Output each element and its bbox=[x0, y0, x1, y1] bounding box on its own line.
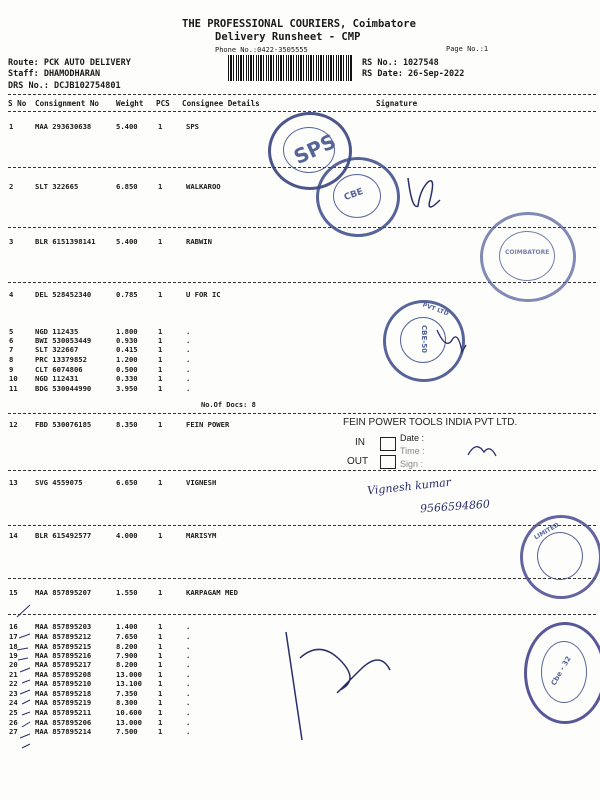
rs-number: RS No.: 1027548 bbox=[362, 58, 439, 68]
cell-weight: 10.600 bbox=[116, 708, 142, 717]
cell-consignee: MARISYM bbox=[186, 531, 217, 540]
cell-consignment: MAA 857895217 bbox=[35, 660, 92, 669]
cell-sno: 7 bbox=[9, 345, 14, 354]
cell-weight: 3.950 bbox=[116, 384, 138, 393]
cbe-stamp-text: CBE bbox=[342, 186, 365, 204]
cell-pcs: 1 bbox=[158, 420, 163, 429]
company-name: THE PROFESSIONAL COURIERS, Coimbatore bbox=[182, 18, 416, 30]
cell-weight: 5.400 bbox=[116, 237, 138, 246]
cell-weight: 5.400 bbox=[116, 122, 138, 131]
cell-sno: 10 bbox=[9, 374, 18, 383]
cell-consignee: . bbox=[186, 718, 191, 727]
cell-sno: 2 bbox=[9, 182, 14, 191]
cell-pcs: 1 bbox=[158, 336, 163, 345]
phone-number: Phone No.:0422-3505555 bbox=[215, 46, 308, 54]
cell-consignment: PRC 13379852 bbox=[35, 355, 87, 364]
cell-sno: 8 bbox=[9, 355, 14, 364]
cell-consignment: MAA 293630638 bbox=[35, 122, 92, 131]
cell-pcs: 1 bbox=[158, 384, 163, 393]
cbe32-stamp-text: Cbe - 32 bbox=[549, 654, 573, 688]
cell-pcs: 1 bbox=[158, 679, 163, 688]
cell-consignment: MAA 857895210 bbox=[35, 679, 92, 688]
cell-sno: 14 bbox=[9, 531, 18, 540]
fein-time-label: Time : bbox=[400, 446, 425, 456]
cbe50-stamp-text: CBE-50 bbox=[419, 325, 428, 353]
cell-consignee: SPS bbox=[186, 122, 199, 131]
cell-pcs: 1 bbox=[158, 122, 163, 131]
cell-consignee: . bbox=[186, 374, 191, 383]
cell-consignment: MAA 857895207 bbox=[35, 588, 92, 597]
cell-sno: 27 bbox=[9, 727, 18, 736]
cell-pcs: 1 bbox=[158, 632, 163, 641]
rs-date: RS Date: 26-Sep-2022 bbox=[362, 69, 465, 79]
cell-consignee: . bbox=[186, 660, 191, 669]
no-of-docs: No.Of Docs: 8 bbox=[201, 401, 256, 409]
cell-consignment: MAA 857895216 bbox=[35, 651, 92, 660]
cell-consignee: . bbox=[186, 632, 191, 641]
fein-date-label: Date : bbox=[400, 433, 425, 443]
cell-pcs: 1 bbox=[158, 374, 163, 383]
cell-consignee: U FOR IC bbox=[186, 290, 221, 299]
page-number: Page No.:1 bbox=[446, 45, 489, 53]
cell-sno: 23 bbox=[9, 689, 18, 698]
cell-weight: 8.200 bbox=[116, 660, 138, 669]
cell-pcs: 1 bbox=[158, 622, 163, 631]
cell-consignment: BLR 615492577 bbox=[35, 531, 92, 540]
vignesh-phone: 9566594860 bbox=[419, 497, 491, 516]
cell-sno: 25 bbox=[9, 708, 18, 717]
cell-consignee: FEIN POWER bbox=[186, 420, 230, 429]
cell-pcs: 1 bbox=[158, 727, 163, 736]
sps-stamp-text: SPS bbox=[289, 128, 340, 170]
cell-consignee: . bbox=[186, 698, 191, 707]
col-consignee: Consignee Details bbox=[182, 99, 260, 108]
limited-stamp-text: LIMITED bbox=[533, 521, 561, 542]
cell-pcs: 1 bbox=[158, 689, 163, 698]
cell-weight: 7.900 bbox=[116, 651, 138, 660]
cell-pcs: 1 bbox=[158, 718, 163, 727]
cell-sno: 24 bbox=[9, 698, 18, 707]
cell-sno: 16 bbox=[9, 622, 18, 631]
cell-consignee: . bbox=[186, 727, 191, 736]
cell-sno: 20 bbox=[9, 660, 18, 669]
cell-weight: 7.350 bbox=[116, 689, 138, 698]
coimbatore-stamp-text: COIMBATORE bbox=[505, 249, 550, 256]
cell-weight: 0.930 bbox=[116, 336, 138, 345]
cell-weight: 0.785 bbox=[116, 290, 138, 299]
cell-consignee: . bbox=[186, 355, 191, 364]
cell-consignment: BDG 530044990 bbox=[35, 384, 92, 393]
cell-pcs: 1 bbox=[158, 670, 163, 679]
cell-sno: 22 bbox=[9, 679, 18, 688]
cell-weight: 7.500 bbox=[116, 727, 138, 736]
cell-consignment: FBD 530076185 bbox=[35, 420, 92, 429]
cell-consignee: . bbox=[186, 365, 191, 374]
cell-sno: 19 bbox=[9, 651, 18, 660]
cell-consignee: KARPAGAM MED bbox=[186, 588, 238, 597]
cell-weight: 8.350 bbox=[116, 420, 138, 429]
route-label: Route: PCK AUTO DELIVERY bbox=[8, 58, 131, 68]
cell-sno: 11 bbox=[9, 384, 18, 393]
drs-number: DRS No.: DCJB102754801 bbox=[8, 81, 121, 91]
cell-pcs: 1 bbox=[158, 365, 163, 374]
walkaroo-signature bbox=[408, 178, 440, 207]
fein-sign-label: Sign : bbox=[400, 459, 424, 469]
cell-consignee: . bbox=[186, 670, 191, 679]
cell-pcs: 1 bbox=[158, 651, 163, 660]
cell-consignment: NGD 112431 bbox=[35, 374, 79, 383]
cell-sno: 21 bbox=[9, 670, 18, 679]
cell-pcs: 1 bbox=[158, 698, 163, 707]
cell-consignee: WALKAROO bbox=[186, 182, 221, 191]
col-pcs: PCS bbox=[156, 99, 170, 108]
cell-consignee: VIGNESH bbox=[186, 478, 217, 487]
cell-pcs: 1 bbox=[158, 531, 163, 540]
karpagam-signature bbox=[286, 632, 390, 740]
cell-pcs: 1 bbox=[158, 478, 163, 487]
cell-sno: 9 bbox=[9, 365, 14, 374]
cell-sno: 18 bbox=[9, 642, 18, 651]
cell-consignment: MAA 857895215 bbox=[35, 642, 92, 651]
cell-consignment: CLT 6074806 bbox=[35, 365, 83, 374]
cell-consignment: MAA 857895206 bbox=[35, 718, 92, 727]
fein-in-label: IN bbox=[355, 437, 365, 448]
cell-consignment: SLT 322667 bbox=[35, 345, 79, 354]
vignesh-signature: Vignesh kumar bbox=[366, 475, 452, 498]
cell-weight: 8.300 bbox=[116, 698, 138, 707]
cell-weight: 13.000 bbox=[116, 718, 142, 727]
cell-weight: 6.850 bbox=[116, 182, 138, 191]
cell-consignee: . bbox=[186, 384, 191, 393]
cell-weight: 0.330 bbox=[116, 374, 138, 383]
cell-sno: 4 bbox=[9, 290, 14, 299]
cell-sno: 26 bbox=[9, 718, 18, 727]
cell-sno: 6 bbox=[9, 336, 14, 345]
cell-pcs: 1 bbox=[158, 588, 163, 597]
cell-sno: 5 bbox=[9, 327, 14, 336]
fein-date-signature bbox=[468, 447, 496, 456]
cell-weight: 1.550 bbox=[116, 588, 138, 597]
cell-weight: 8.200 bbox=[116, 642, 138, 651]
cell-sno: 17 bbox=[9, 632, 18, 641]
cell-weight: 13.100 bbox=[116, 679, 142, 688]
cell-consignment: MAA 857895211 bbox=[35, 708, 92, 717]
cell-consignment: MAA 857895203 bbox=[35, 622, 92, 631]
cell-consignee: . bbox=[186, 336, 191, 345]
cell-consignment: MAA 857895212 bbox=[35, 632, 92, 641]
cell-weight: 1.400 bbox=[116, 622, 138, 631]
fein-out-label: OUT bbox=[347, 456, 369, 467]
cell-pcs: 1 bbox=[158, 345, 163, 354]
cell-sno: 13 bbox=[9, 478, 18, 487]
cell-consignment: SVG 4559075 bbox=[35, 478, 83, 487]
cell-consignment: MAA 857895208 bbox=[35, 670, 92, 679]
cell-sno: 1 bbox=[9, 122, 14, 131]
cell-pcs: 1 bbox=[158, 327, 163, 336]
cell-consignment: NGD 112435 bbox=[35, 327, 79, 336]
cell-consignment: DEL 528452340 bbox=[35, 290, 92, 299]
cell-weight: 0.415 bbox=[116, 345, 138, 354]
col-signature: Signature bbox=[376, 99, 418, 108]
cell-consignment: MAA 857895219 bbox=[35, 698, 92, 707]
cell-consignee: RABWIN bbox=[186, 237, 212, 246]
cell-weight: 0.500 bbox=[116, 365, 138, 374]
cell-consignment: SLT 322665 bbox=[35, 182, 79, 191]
col-weight: Weight bbox=[116, 99, 144, 108]
cell-consignee: . bbox=[186, 327, 191, 336]
cell-consignment: BLR 6151398141 bbox=[35, 237, 96, 246]
cell-sno: 3 bbox=[9, 237, 14, 246]
cell-consignee: . bbox=[186, 689, 191, 698]
cell-consignee: . bbox=[186, 651, 191, 660]
cell-pcs: 1 bbox=[158, 660, 163, 669]
cell-pcs: 1 bbox=[158, 642, 163, 651]
cell-consignee: . bbox=[186, 679, 191, 688]
cell-consignment: MAA 857895218 bbox=[35, 689, 92, 698]
col-consignment: Consignment No bbox=[35, 99, 100, 108]
cell-consignee: . bbox=[186, 622, 191, 631]
cell-pcs: 1 bbox=[158, 237, 163, 246]
cell-consignee: . bbox=[186, 345, 191, 354]
cell-pcs: 1 bbox=[158, 182, 163, 191]
cell-pcs: 1 bbox=[158, 355, 163, 364]
pvt-ltd-stamp-text: PVT LTD bbox=[421, 301, 450, 318]
cell-weight: 6.650 bbox=[116, 478, 138, 487]
cell-weight: 7.650 bbox=[116, 632, 138, 641]
cell-consignment: MAA 857895214 bbox=[35, 727, 92, 736]
cell-consignee: . bbox=[186, 708, 191, 717]
cell-weight: 13.000 bbox=[116, 670, 142, 679]
pvt-signature bbox=[437, 330, 466, 352]
cell-sno: 12 bbox=[9, 420, 18, 429]
staff-label: Staff: DHAMODHARAN bbox=[8, 69, 101, 79]
cell-weight: 1.200 bbox=[116, 355, 138, 364]
tick-marks bbox=[17, 605, 30, 748]
cell-pcs: 1 bbox=[158, 290, 163, 299]
cell-weight: 1.800 bbox=[116, 327, 138, 336]
cell-sno: 15 bbox=[9, 588, 18, 597]
sheet-title: Delivery Runsheet - CMP bbox=[215, 31, 361, 43]
cell-consignee: . bbox=[186, 642, 191, 651]
fein-company: FEIN POWER TOOLS INDIA PVT LTD. bbox=[343, 417, 518, 428]
col-sno: S No bbox=[8, 99, 27, 108]
cell-pcs: 1 bbox=[158, 708, 163, 717]
cell-weight: 4.000 bbox=[116, 531, 138, 540]
cell-consignment: BWI 530053449 bbox=[35, 336, 92, 345]
